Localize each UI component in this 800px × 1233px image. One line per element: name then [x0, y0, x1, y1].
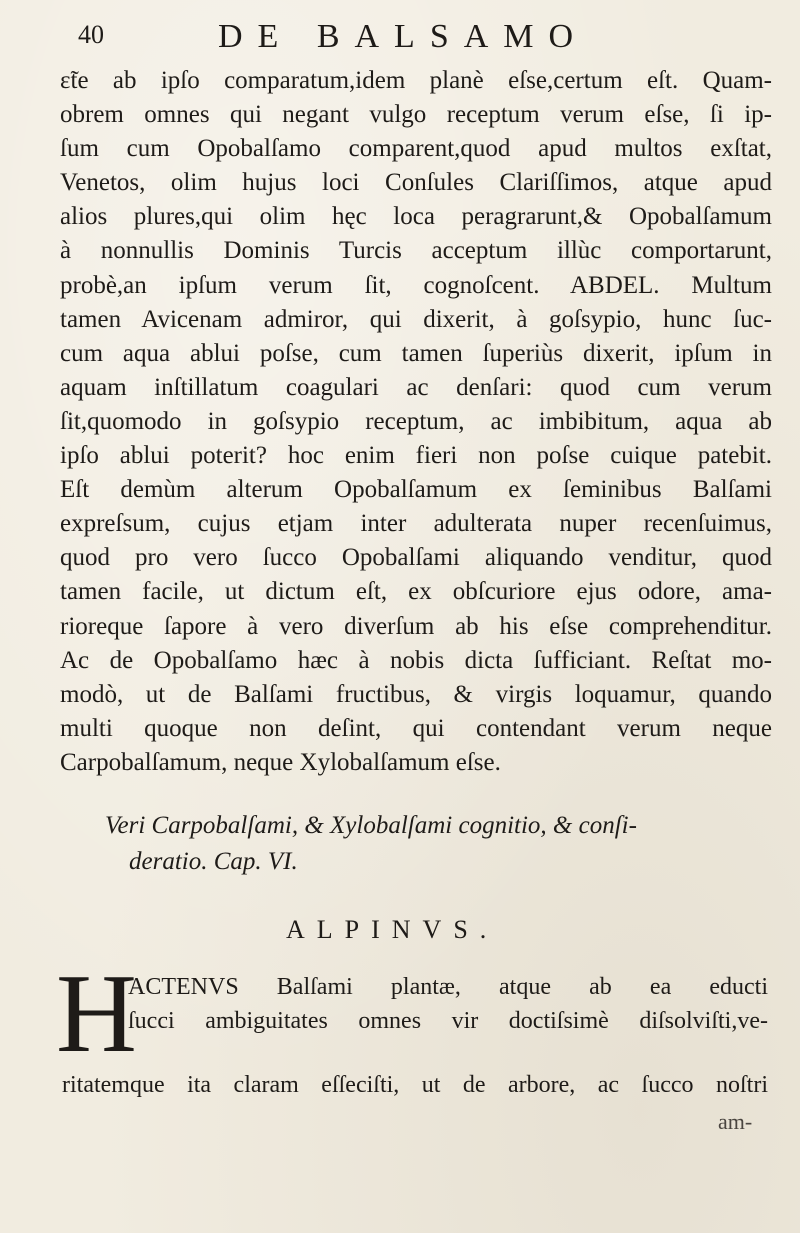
text-line: aquam inſtillatum coagulari ac denſari: quod cum verum — [60, 373, 772, 401]
text-line: multi quoque non deſint, qui contendant verum neque — [60, 714, 772, 742]
text-line: rioreque ſapore à vero diverſum ab his eſse comprehenditur. — [60, 612, 772, 640]
text-line: ipſo ablui poterit? hoc enim fieri non poſse cuique patebit. — [60, 442, 772, 470]
running-head: DE BALSAMO — [218, 18, 589, 55]
chapter-heading — [105, 808, 755, 880]
text-line: obrem omnes qui negant vulgo receptum verum eſse, ſi ip- — [60, 101, 772, 129]
drop-cap-paragraph — [128, 970, 768, 1038]
text-line: ſum cum Opobalſamo comparent,quod apud multos exſtat, — [60, 135, 772, 163]
text-line: ritatemque ita claram eſſeciſti, ut de arbore, ac ſucco noſtri — [62, 1072, 768, 1098]
chapter-heading-line: Veri Carpobalſami, & Xylobalſami cognitio, & conſi- — [105, 812, 637, 839]
text-line: Eſt demùm alterum Opobalſamum ex ſeminibus Balſami — [60, 476, 772, 504]
text-line: Carpobalſamum, neque Xylobalſamum eſse. — [60, 748, 501, 776]
text-line: Venetos, olim hujus loci Conſules Clariſſimos, atque apud — [60, 169, 772, 197]
speaker-name: ALPINVS. — [286, 915, 499, 944]
text-line: tamen facile, ut dictum eſt, ex obſcuriore ejus odore, ama- — [60, 578, 772, 606]
text-line: alios plures,qui olim hęc loca peragrarunt,& Opobalſamum — [60, 203, 772, 231]
chapter-heading-line: deratio. Cap. VI. — [129, 848, 298, 875]
catchword: am- — [718, 1109, 753, 1134]
text-line: probè,an ipſum verum ſit, cognoſcent. ABDEL. Multum — [60, 271, 772, 299]
text-line: tamen Avicenam admiror, qui dixerit, à goſsypio, hunc ſuc- — [60, 305, 772, 333]
text-line: ɛ̃te ab ipſo comparatum,idem planè eſse,certum eſt. Quam- — [60, 67, 772, 94]
body-text — [60, 64, 772, 780]
text-line: à nonnullis Dominis Turcis acceptum illùc comportarunt, — [60, 237, 772, 265]
text-line: cum aqua ablui poſse, cum tamen ſuperiùs dixerit, ipſum in — [60, 339, 772, 367]
text-line: expreſsum, cujus etjam inter adulterata nuper recenſuimus, — [60, 510, 772, 538]
text-line: modò, ut de Balſami fructibus, & virgis loquamur, quando — [60, 680, 772, 708]
text-line: Ac de Opobalſamo hæc à nobis dicta ſufficiant. Reſtat mo- — [60, 646, 772, 674]
text-line: ſit,quomodo in goſsypio receptum, ac imbibitum, aqua ab — [60, 407, 772, 435]
text-line: ſucci ambiguitates omnes vir doctiſsimè diſsolviſti,ve- — [128, 1008, 768, 1034]
text-line: quod pro vero ſucco Opobalſami aliquando venditur, quod — [60, 544, 772, 572]
text-line: ACTENVS Balſami plantæ, atque ab ea educti — [128, 974, 768, 1000]
drop-cap: H — [56, 952, 137, 1076]
page-number: 40 — [78, 20, 104, 49]
page-header — [78, 18, 718, 58]
